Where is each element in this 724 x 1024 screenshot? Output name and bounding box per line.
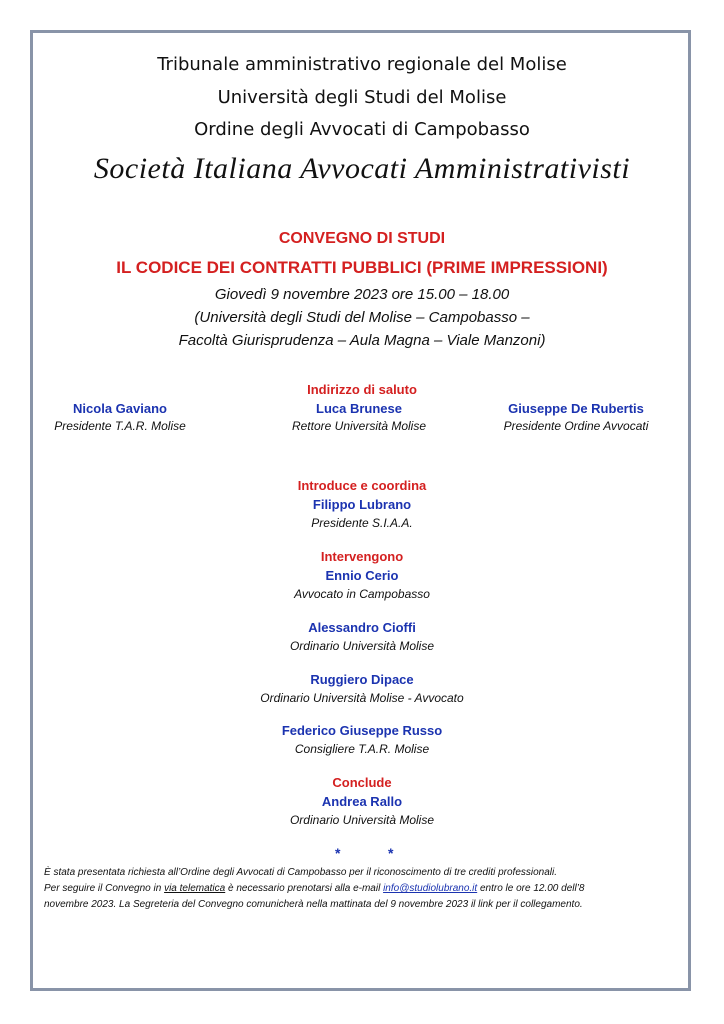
note-credits: È stata presentata richiesta all’Ordine degli Avvocati di Campobasso per il riconoscimento di tre crediti professionali.	[44, 867, 558, 878]
note-text: Per seguire il Convegno in	[44, 883, 165, 894]
note-link-info: novembre 2023. La Segreteria del Convegno comunicherà nella mattinata del 9 novembre 2023 il link per il collegamento.	[44, 899, 583, 910]
conclusion-role: Ordinario Università Molise	[289, 813, 435, 827]
speaker-role: Ordinario Università Molise - Avvocato	[260, 691, 464, 705]
speaker-name: Ruggiero Dipace	[310, 672, 414, 687]
note-text: è necessario prenotarsi alla e-mail	[225, 883, 384, 894]
separator-star: *	[335, 845, 341, 861]
email-link[interactable]: info@studiolubrano.it	[383, 883, 478, 894]
conclusion-name: Andrea Rallo	[321, 794, 403, 809]
intro-label: Introduce e coordina	[297, 478, 427, 493]
note-online	[44, 881, 684, 897]
speaker-role: Rettore Università Molise	[291, 419, 427, 433]
header-society-script: Società Italiana Avvocati Amministrativisti	[93, 152, 631, 185]
speaker-name: Alessandro Cioffi	[308, 620, 416, 635]
speaker-role: Presidente T.A.R. Molise	[54, 419, 186, 433]
note-text: entro le ore 12.00 dell’8	[477, 883, 585, 894]
header-line-tar: Tribunale amministrativo regionale del Molise	[157, 54, 567, 75]
online-link: via telematica	[164, 883, 226, 894]
greetings-label: Indirizzo di saluto	[307, 382, 417, 397]
event-title: IL CODICE DEI CONTRATTI PUBBLICI (PRIME IMPRESSIONI)	[116, 258, 608, 277]
header-line-university: Università degli Studi del Molise	[217, 87, 507, 108]
separator-star: *	[388, 845, 394, 861]
speaker-name: Giuseppe De Rubertis	[508, 401, 644, 416]
intro-role: Presidente S.I.A.A.	[311, 516, 413, 530]
speaker-name: Federico Giuseppe Russo	[281, 723, 443, 738]
speaker-role: Presidente Ordine Avvocati	[503, 419, 649, 433]
greeting-speaker	[20, 401, 220, 433]
speaker-role: Consigliere T.A.R. Molise	[294, 742, 430, 756]
speaker-role: Avvocato in Campobasso	[294, 587, 430, 601]
header-line-bar-association: Ordine degli Avvocati di Campobasso	[194, 119, 530, 140]
speaker-role: Ordinario Università Molise	[289, 639, 435, 653]
speaker-name: Nicola Gaviano	[73, 401, 167, 416]
event-kind: CONVEGNO DI STUDI	[278, 230, 446, 247]
greeting-speaker	[476, 401, 676, 433]
event-venue-line2: Facoltà Giurisprudenza – Aula Magna – Viale Manzoni)	[178, 332, 546, 349]
event-venue-line1: (Università degli Studi del Molise – Campobasso –	[194, 309, 530, 326]
speakers-label: Intervengono	[320, 549, 404, 564]
greeting-speaker	[259, 401, 459, 433]
intro-name: Filippo Lubrano	[312, 497, 412, 512]
speaker-name: Ennio Cerio	[325, 568, 399, 583]
speaker-name: Luca Brunese	[316, 401, 402, 416]
event-date: Giovedì 9 novembre 2023 ore 15.00 – 18.00	[214, 286, 510, 303]
conclusion-label: Conclude	[332, 775, 392, 790]
